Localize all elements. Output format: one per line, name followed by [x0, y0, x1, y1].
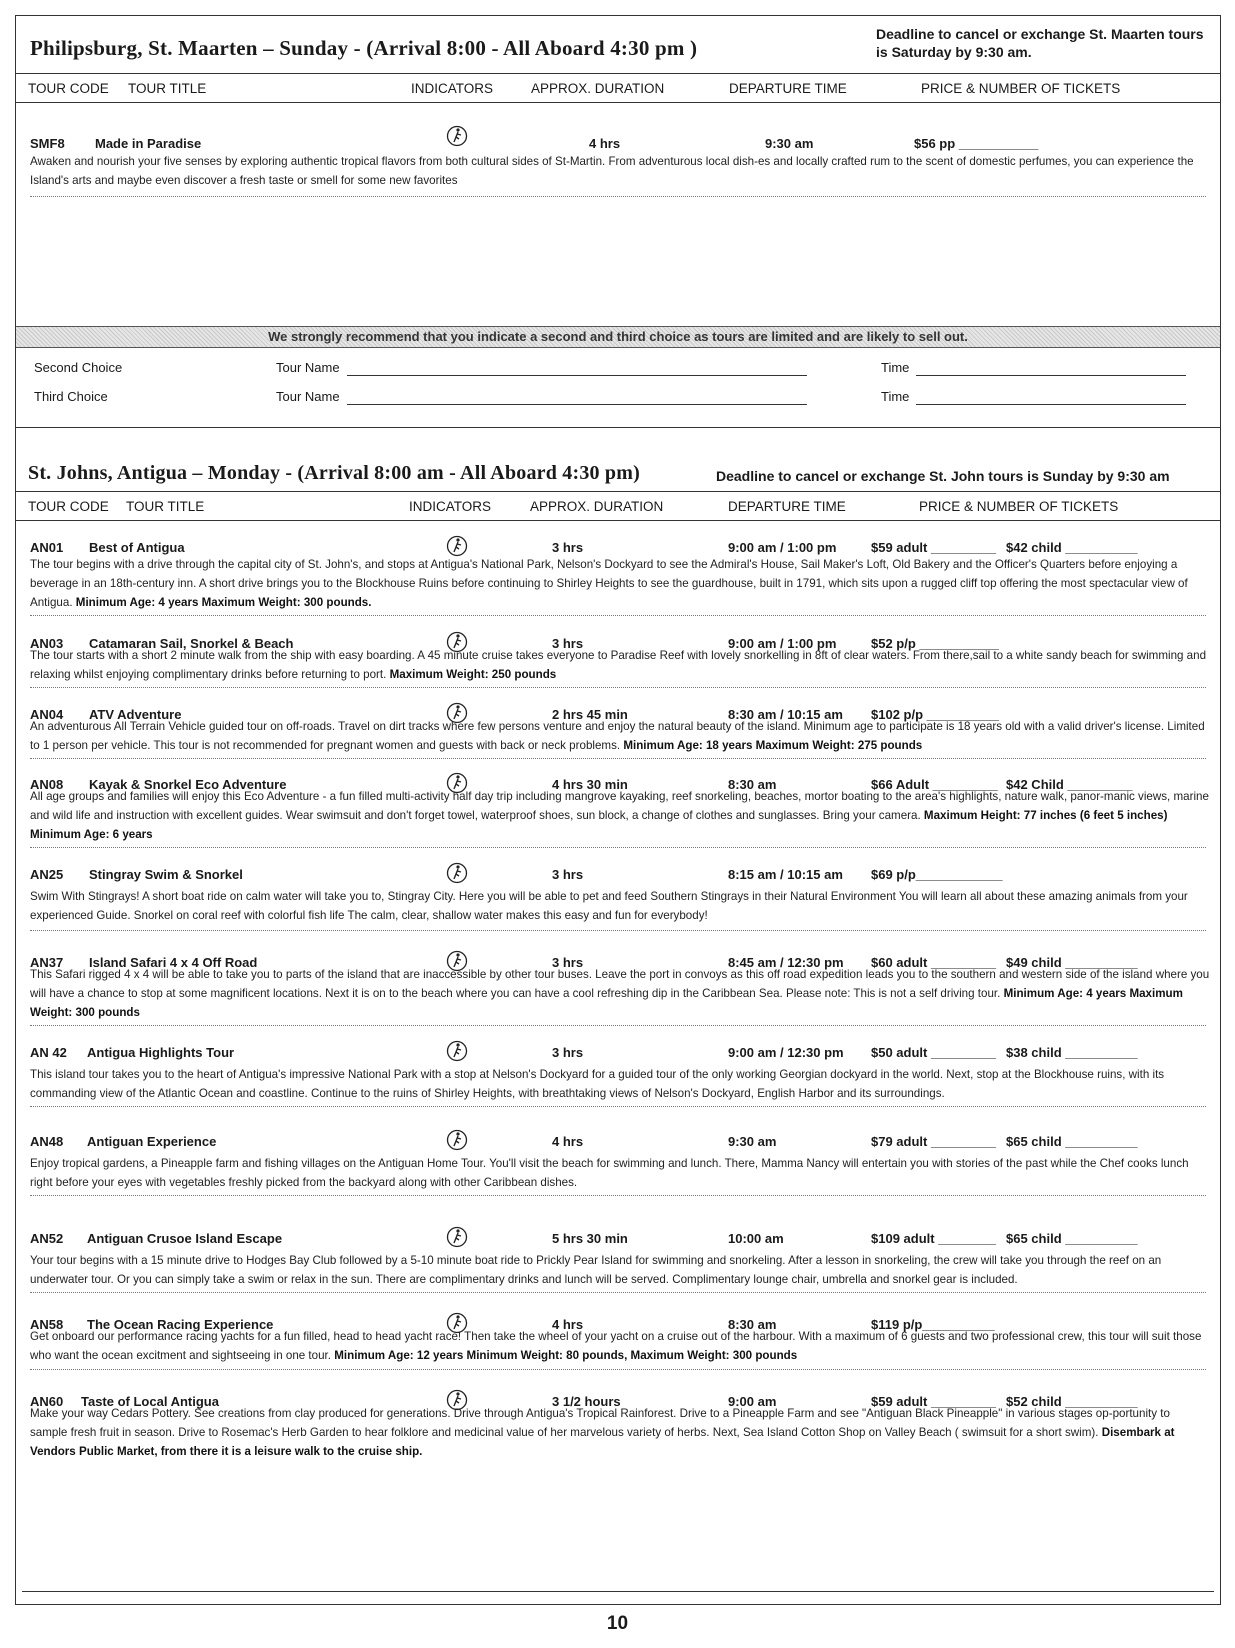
tour-price: $59 adult _________ — [871, 1394, 997, 1409]
tour-price: $69 p/p____________ — [871, 867, 1003, 882]
tour-title: Kayak & Snorkel Eco Adventure — [89, 777, 287, 792]
tour-title: Best of Antigua — [89, 540, 185, 555]
tour-price: $66 Adult _________ — [871, 777, 998, 792]
tour-price-child: $52 child __________ — [1006, 1394, 1138, 1409]
tour-title: Island Safari 4 x 4 Off Road — [89, 955, 258, 970]
tour-title: Stingray Swim & Snorkel — [89, 867, 243, 882]
tour-description: An adventurous All Terrain Vehicle guided tour on off-roads. Travel on dirt tracks where few persons venture and enjoy the natural beauty of the island. Minimum age to participate is 18 years old with a valid driver's license. Limited to 1 person per vehicle. This tour is not recommended for pregnant women and guests with back or neck problems. Minimum Age: 18 years Maximum Weight: 275 pounds — [30, 720, 1205, 752]
tour-departure: 8:15 am / 10:15 am — [728, 867, 843, 882]
tour-departure: 9:00 am / 1:00 pm — [728, 636, 837, 651]
tour-departure: 8:30 am — [728, 777, 777, 792]
tour-departure: 9:00 am / 1:00 pm — [728, 540, 837, 555]
tour-price-child: $42 Child _________ — [1006, 777, 1133, 792]
page-frame — [15, 15, 1221, 1605]
activity-indicator-icon — [446, 862, 468, 884]
tour-description: The tour starts with a short 2 minute walk from the ship with easy boarding. A 45 minute cruise takes everyone to Paradise Reef with lovely snorkelling in 8ft of clear waters. From there,sail to a white sandy beach for swimming and relaxing whilst enjoying complimentary drinks before returning to port. Maximum Weight: 250 pounds — [30, 649, 1207, 681]
tour-title: Antigua Highlights Tour — [87, 1045, 235, 1060]
deadline-note: Deadline to cancel or exchange St. John tours is Sunday by 9:30 am — [716, 468, 1170, 484]
tour-duration: 4 hrs — [552, 1317, 584, 1332]
activity-indicator-icon — [446, 1226, 468, 1248]
tour-description: This island tour takes you to the heart of Antigua's impressive National Park with a stop at Nelson's Dockyard for a guided tour of the only working Georgian dockyard in the world. Next, stop at the Blockhouse ruins, with its commanding view of the Atlantic Ocean and coastline. Continue to the ruins of Shirley Heights, with breathtaking views of Nelson's Dockyard, English Harbor and its surroundings. — [30, 1068, 1165, 1100]
tour-code: AN03 — [30, 636, 64, 651]
tour-price-child: $65 child __________ — [1006, 1231, 1138, 1246]
tour-price: $102 p/p __________ — [871, 707, 999, 722]
tour-price-child: $49 child __________ — [1006, 955, 1138, 970]
tour-price-child: $42 child __________ — [1006, 540, 1138, 555]
activity-indicator-icon — [446, 1040, 468, 1062]
recommendation-banner: We strongly recommend that you indicate a second and third choice as tours are limited and are likely to sell out. — [16, 326, 1220, 348]
section-title: Philipsburg, St. Maarten – Sunday - (Arrival 8:00 - All Aboard 4:30 pm ) — [30, 36, 698, 60]
tour-duration: 3 hrs — [552, 955, 584, 970]
tour-duration: 3 hrs — [552, 1045, 584, 1060]
tour-duration: 3 hrs — [552, 540, 584, 555]
activity-indicator-icon — [446, 1129, 468, 1151]
third-choice-time-field[interactable] — [916, 404, 1186, 405]
tour-code: AN01 — [30, 540, 64, 555]
tour-price: $50 adult _________ — [871, 1045, 997, 1060]
tour-title: The Ocean Racing Experience — [87, 1317, 274, 1332]
tour-duration: 3 hrs — [552, 867, 584, 882]
tour-price: $119 p/p__________ — [871, 1317, 995, 1332]
tour-code: AN58 — [30, 1317, 64, 1332]
tour-price: $109 adult ________ — [871, 1231, 997, 1246]
tour-departure: 8:30 am / 10:15 am — [728, 707, 843, 722]
tour-duration: 3 hrs — [552, 636, 584, 651]
tour-duration: 4 hrs — [552, 1134, 584, 1149]
tour-code: AN48 — [30, 1134, 64, 1149]
tour-duration: 5 hrs 30 min — [552, 1231, 628, 1246]
tour-code: AN52 — [30, 1231, 64, 1246]
column-header-row: TOUR CODE TOUR TITLE INDICATORS APPROX. DURATION DEPARTURE TIME PRICE & NUMBER OF TICKETS — [16, 491, 1220, 521]
st-maarten-section: Philipsburg, St. Maarten – Sunday - (Arrival 8:00 - All Aboard 4:30 pm ) Deadline to cancel or exchange St. Maarten tours is Saturday by 9:30 am. TOUR CODE TOUR TITLE INDICATORS APPROX. DURATION DEPARTURE TIME PRICE & NUMBER OF TICKETS SMF8 Made in Paradise 4 hrs 9:30 am $56 pp ___________ Awaken and nourish your five senses by exploring authentic tropical flavors from both cultural sides of St-Martin. From adventurous local dish-es and locally crafted rum to the scent of domestic perfumes, you can experience the Island's arts and maybe even discover a fresh taste or smell for some new favorites We strongly recommend that you indicate a second and third choice as tours are limited and are likely to sell out. Second Choice Tour Name Time Third Choice Tour Name Time — [16, 16, 1220, 428]
tour-price: $79 adult _________ — [871, 1134, 997, 1149]
tour-price: $59 adult _________ — [871, 540, 997, 555]
tour-code: AN08 — [30, 777, 64, 792]
tour-duration: 4 hrs 30 min — [552, 777, 628, 792]
second-choice-time-field[interactable] — [916, 375, 1186, 376]
tour-description: The tour begins with a drive through the capital city of St. John's, and stops at Antigua's National Park, Nelson's Dockyard to see the Admiral's House, Sail Maker's Loft, Old Bakery and the Officer's Quarters before enjoying a beverage in an 18th-century inn. A short drive brings you to the Blockhouse Ruins before continuing to Shirley Heights to see the guardhouse, built in 1791, which sits upon a rugged cliff top offering the most spectacular view of Antigua. Minimum Age: 4 years Maximum Weight: 300 pounds. — [30, 558, 1188, 609]
tour-price-child: $65 child __________ — [1006, 1134, 1138, 1149]
tour-description: All age groups and families will enjoy this Eco Adventure - a fun filled multi-activity half day trip including mangrove kayaking, reef snorkeling, beaches, mortor boating to the area's highlights, nature walk, panor-manic views, marine and wild life and instruction with excellent guides. Wear swimsuit and don't forget towel, waterproof shoes, sun block, a change of clothes and sunglasses. Bring your camera. Maximum Height: 77 inches (6 feet 5 inches) Minimum Age: 6 years — [30, 790, 1209, 841]
tour-title: Taste of Local Antigua — [81, 1394, 219, 1409]
section-title: St. Johns, Antigua – Monday - (Arrival 8:00 am - All Aboard 4:30 pm) — [28, 462, 640, 484]
tour-description: Make your way Cedars Pottery. See creations from clay produced for generations. Drive through Antigua's Tropical Rainforest. Drive to a Pineapple Farm and see "Antiguan Black Pineapple" in various stages op-portunity to sample fresh fruit in season. Drive to Rosemac's Herb Garden to hear folklore and medicinal value of her marvelous variety of herbs. Next, Sea Island Cotton Shop on Valley Beach ( swimsuit for a short swim). Disembark at Vendors Public Market, from there it is a leisure walk to the cruise ship. — [30, 1407, 1175, 1458]
tour-price: $60 adult _________ — [871, 955, 997, 970]
tour-duration: 2 hrs 45 min — [552, 707, 628, 722]
tour-duration: 3 1/2 hours — [552, 1394, 621, 1409]
tour-price: $52 p/p ___________ — [871, 636, 999, 651]
tour-departure: 9:30 am — [728, 1134, 777, 1149]
tour-departure: 9:00 am — [728, 1394, 777, 1409]
activity-indicator-icon — [446, 535, 468, 557]
tour-code: AN04 — [30, 707, 64, 722]
third-choice-tour-field[interactable] — [347, 404, 807, 405]
tour-code: AN60 — [30, 1394, 64, 1409]
tour-title: Antiguan Crusoe Island Escape — [87, 1231, 283, 1246]
tour-departure: 8:45 am / 12:30 pm — [728, 955, 844, 970]
tour-code: AN 42 — [30, 1045, 67, 1060]
activity-indicator-icon — [446, 125, 468, 147]
tour-title: ATV Adventure — [89, 707, 182, 722]
tour-departure: 8:30 am — [728, 1317, 777, 1332]
tour-price-child: $38 child __________ — [1006, 1045, 1138, 1060]
tour-title: Antiguan Experience — [87, 1134, 217, 1149]
deadline-note: Deadline to cancel or exchange St. Maarten tours is Saturday by 9:30 am. — [876, 26, 1204, 60]
tour-description: Get onboard our performance racing yachts for a fun filled, head to head yacht race! Then take the wheel of your yacht on a cruise out of the harbour. With a maximum of 6 guests and two professional crew, this tour will suit those who want the ocean excitment and sightseeing in one tour. Minimum Age: 12 years Minimum Weight: 80 pounds, Maximum Weight: 300 pounds — [30, 1330, 1202, 1362]
tour-title: Catamaran Sail, Snorkel & Beach — [89, 636, 294, 651]
tour-description: Enjoy tropical gardens, a Pineapple farm and fishing villages on the Antiguan Home Tour. You'll visit the beach for swimming and lunch. There, Mamma Nancy will entertain you with stories of the past while the Chef cooks lunch right before your eyes with vegetables freshly picked from the backyard along with other Caribbean dishes. — [30, 1157, 1189, 1189]
tour-description: This Safari rigged 4 x 4 will be able to take you to parts of the island that are inaccessible by other tour buses. Leave the port in convoys as this off road expedition leads you to the southern and western side of the island where you will have a chance to stop at some magnificent locations. Next it is on to the beach where you can have a cool refreshing dip in the Caribbean Sea. Please note: This is not a self driving tour. Minimum Age: 4 years Maximum Weight: 300 pounds — [30, 968, 1210, 1019]
tour-code: AN37 — [30, 955, 64, 970]
page-number: 10 — [606, 1613, 629, 1634]
second-choice-tour-field[interactable] — [347, 375, 807, 376]
tour-departure: 10:00 am — [728, 1231, 784, 1246]
tour-description: Your tour begins with a 15 minute drive to Hodges Bay Club followed by a 5-10 minute boat ride to Prickly Pear Island for swimming and snorkeling. After a lesson in snorkeling, the crew will take you through the reef on an underwater tour. Or you can simply take a swim or relax in the sun. There are complimentary drinks and lunch will be served. Complimentary lounge chair, umbrella and snorkel gear is included. — [30, 1254, 1162, 1286]
column-header-row: TOUR CODE TOUR TITLE INDICATORS APPROX. DURATION DEPARTURE TIME PRICE & NUMBER OF TICKETS — [16, 73, 1220, 103]
tour-departure: 9:00 am / 12:30 pm — [728, 1045, 844, 1060]
tour-description: Awaken and nourish your five senses by exploring authentic tropical flavors from both cultural sides of St-Martin. From adventurous local dish-es and locally crafted rum to the scent of domestic perfumes, you can experience the Island's arts and maybe even discover a fresh taste or smell for some new favorites — [30, 155, 1194, 187]
tour-code: AN25 — [30, 867, 64, 882]
tour-description: Swim With Stingrays! A short boat ride on calm water will take you to, Stingray City. Here you will be able to pet and feed Southern Stingrays in their Natural Environment You will learn all about these amazing animals from your experienced Guide. Snorkel on coral reef with colorful fish life The calm, clear, shallow water makes this easy and fun for everybody! — [30, 890, 1188, 922]
